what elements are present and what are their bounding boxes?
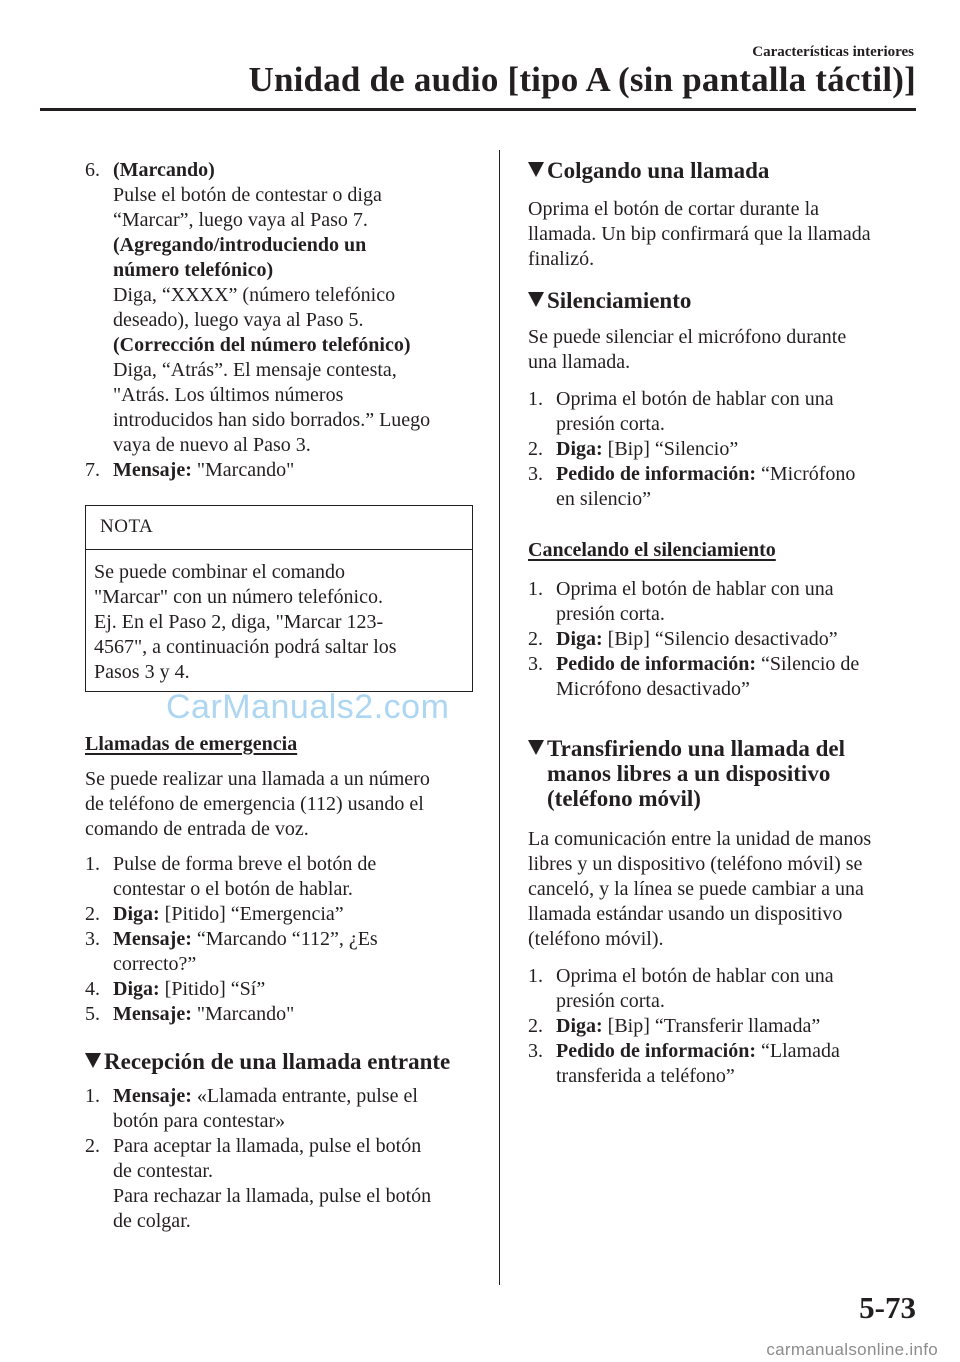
step-label: Diga: [556, 1015, 603, 1037]
page-title: Unidad de audio [tipo A (sin pantalla táctil)] [248, 60, 916, 99]
transfer-step-1 [528, 964, 916, 1014]
step-number: 3. [528, 1040, 543, 1062]
step-text: Pulse el botón de contestar o diga [113, 184, 382, 206]
step-text: Diga, “XXXX” (número telefónico [113, 284, 396, 306]
step-text: de colgar. [113, 1210, 191, 1232]
step-text: Micrófono desactivado” [556, 678, 750, 700]
step-number: 2. [528, 628, 543, 650]
transfer-heading [528, 736, 916, 811]
step-number: 1. [528, 965, 543, 987]
step-text: Oprima el botón de hablar con una [556, 578, 834, 600]
step-text: “Marcar”, luego vaya al Paso 7. [113, 209, 368, 231]
heading-line: (teléfono móvil) [547, 786, 701, 811]
triangle-bullet-icon [85, 1053, 101, 1068]
footer-watermark: carmanualsonline.info [766, 1340, 938, 1359]
paragraph-line: una llamada. [528, 351, 631, 373]
step-subheading: número telefónico) [113, 259, 274, 281]
unmute-step-1 [528, 577, 916, 627]
section-label: Características interiores [752, 44, 914, 60]
step-text: Diga, “Atrás”. El mensaje contesta, [113, 359, 397, 381]
step-text: Oprima el botón de hablar con una [556, 388, 834, 410]
note-line: Se puede combinar el comando [94, 561, 346, 583]
step-label: Diga: [556, 438, 603, 460]
step-subheading: (Corrección del número telefónico) [113, 334, 411, 356]
emergency-heading: Llamadas de emergencia [85, 733, 298, 755]
step-text: presión corta. [556, 603, 665, 625]
paragraph-line: llamada. Un bip confirmará que la llamada [528, 223, 871, 245]
step-label: Pedido de información: [556, 1040, 756, 1062]
paragraph-line: (teléfono móvil). [528, 928, 664, 950]
mute-step-1 [528, 387, 916, 437]
step-label: Mensaje: [113, 1003, 192, 1025]
note-body [86, 550, 472, 691]
heading-text: Recepción de una llamada entrante [104, 1049, 451, 1074]
heading-line: manos libres a un dispositivo [547, 761, 831, 786]
step-text: "Marcando" [191, 1003, 295, 1025]
paragraph-line: finalizó. [528, 248, 595, 270]
step-number: 5. [85, 1003, 100, 1025]
step-text: transferida a teléfono” [556, 1065, 735, 1087]
step-label: Diga: [113, 978, 160, 1000]
heading-text: Colgando una llamada [547, 158, 770, 183]
step-text: "Atrás. Los últimos números [113, 384, 344, 406]
note-title: NOTA [86, 506, 472, 550]
step-text: “Marcando “112”, ¿Es [191, 928, 378, 950]
step-number: 1. [528, 578, 543, 600]
incoming-call-heading [85, 1049, 473, 1074]
step-number: 6. [85, 159, 100, 181]
step-text: contestar o el botón de hablar. [113, 878, 353, 900]
step-text: «Llamada entrante, pulse el [191, 1085, 418, 1107]
step-7 [85, 458, 473, 483]
note-line: Pasos 3 y 4. [94, 661, 190, 683]
hangup-heading [528, 158, 916, 183]
step-text: Para aceptar la llamada, pulse el botón [113, 1135, 422, 1157]
step-text: "Marcando" [191, 459, 295, 481]
step-label: Mensaje: [113, 459, 192, 481]
mute-step-2 [528, 437, 916, 462]
paragraph-line: La comunicación entre la unidad de manos [528, 828, 872, 850]
step-text: Oprima el botón de hablar con una [556, 965, 834, 987]
step-number: 7. [85, 459, 100, 481]
paragraph-line: comando de entrada de voz. [85, 818, 309, 840]
step-text: presión corta. [556, 413, 665, 435]
step-label: Mensaje: [113, 1085, 192, 1107]
step-label: Diga: [113, 903, 160, 925]
paragraph-line: canceló, y la línea se puede cambiar a una [528, 878, 864, 900]
note-line: 4567", a continuación podrá saltar los [94, 636, 397, 658]
note-box [85, 505, 473, 692]
note-line: "Marcar" con un número telefónico. [94, 586, 383, 608]
step-text: “Llamada [756, 1040, 840, 1062]
step-label: Pedido de información: [556, 653, 756, 675]
step-number: 1. [85, 853, 100, 875]
emergency-step-4 [85, 977, 473, 1002]
step-label: Pedido de información: [556, 463, 756, 485]
step-text: “Micrófono [756, 463, 856, 485]
emergency-step-2 [85, 902, 473, 927]
step-number: 3. [528, 463, 543, 485]
step-text: Pulse de forma breve el botón de [113, 853, 377, 875]
incoming-step-1 [85, 1084, 473, 1134]
step-number: 2. [528, 1015, 543, 1037]
note-line: Ej. En el Paso 2, diga, "Marcar 123- [94, 611, 384, 633]
header-rule [40, 108, 916, 111]
triangle-bullet-icon [528, 162, 544, 177]
transfer-step-3 [528, 1039, 916, 1089]
step-text: [Pitido] “Emergencia” [159, 903, 344, 925]
step-label: Diga: [556, 628, 603, 650]
step-number: 1. [85, 1085, 100, 1107]
step-text: presión corta. [556, 990, 665, 1012]
step-number: 2. [528, 438, 543, 460]
step-text: vaya de nuevo al Paso 3. [113, 434, 311, 456]
step-6 [85, 158, 473, 458]
heading-text: Silenciamiento [547, 288, 692, 313]
page-number: 5-73 [859, 1290, 916, 1325]
step-text: Para rechazar la llamada, pulse el botón [113, 1185, 432, 1207]
paragraph-line: Oprima el botón de cortar durante la [528, 198, 819, 220]
emergency-step-5 [85, 1002, 473, 1027]
step-number: 3. [85, 928, 100, 950]
watermark-logo: CarManuals2.com [166, 688, 450, 726]
step-number: 4. [85, 978, 100, 1000]
unmute-step-3 [528, 652, 916, 702]
triangle-bullet-icon [528, 292, 544, 307]
step-number: 2. [85, 1135, 100, 1157]
step-text: botón para contestar» [113, 1110, 286, 1132]
paragraph-line: de teléfono de emergencia (112) usando el [85, 793, 424, 815]
unmute-step-2 [528, 627, 916, 652]
unmute-heading: Cancelando el silenciamiento [528, 539, 776, 561]
emergency-step-1 [85, 852, 473, 902]
heading-line: Transfiriendo una llamada del [547, 736, 845, 761]
step-text: “Silencio de [756, 653, 860, 675]
mute-heading [528, 288, 916, 313]
transfer-step-2 [528, 1014, 916, 1039]
step-label: Mensaje: [113, 928, 192, 950]
heading-text [547, 736, 916, 811]
step-text: [Bip] “Silencio” [602, 438, 739, 460]
right-column [528, 158, 916, 1089]
step-text: deseado), luego vaya al Paso 5. [113, 309, 364, 331]
paragraph-line: Se puede silenciar el micrófono durante [528, 326, 847, 348]
step-number: 3. [528, 653, 543, 675]
step-text: en silencio” [556, 488, 651, 510]
triangle-bullet-icon [528, 740, 544, 755]
step-number: 2. [85, 903, 100, 925]
step-text: [Bip] “Silencio desactivado” [602, 628, 838, 650]
step-text: [Bip] “Transferir llamada” [602, 1015, 821, 1037]
step-number: 1. [528, 388, 543, 410]
emergency-step-3 [85, 927, 473, 977]
step-text: [Pitido] “Sí” [159, 978, 266, 1000]
column-divider [499, 150, 500, 1285]
paragraph-line: llamada estándar usando un dispositivo [528, 903, 843, 925]
step-subheading: (Agregando/introduciendo un [113, 234, 367, 256]
paragraph-line: libres y un dispositivo (teléfono móvil) se [528, 853, 863, 875]
mute-step-3 [528, 462, 916, 512]
step-subheading: (Marcando) [113, 159, 215, 181]
paragraph-line: Se puede realizar una llamada a un número [85, 768, 430, 790]
step-text: correcto?” [113, 953, 197, 975]
step-text: introducidos han sido borrados.” Luego [113, 409, 431, 431]
incoming-step-2 [85, 1134, 473, 1234]
step-text: de contestar. [113, 1160, 213, 1182]
